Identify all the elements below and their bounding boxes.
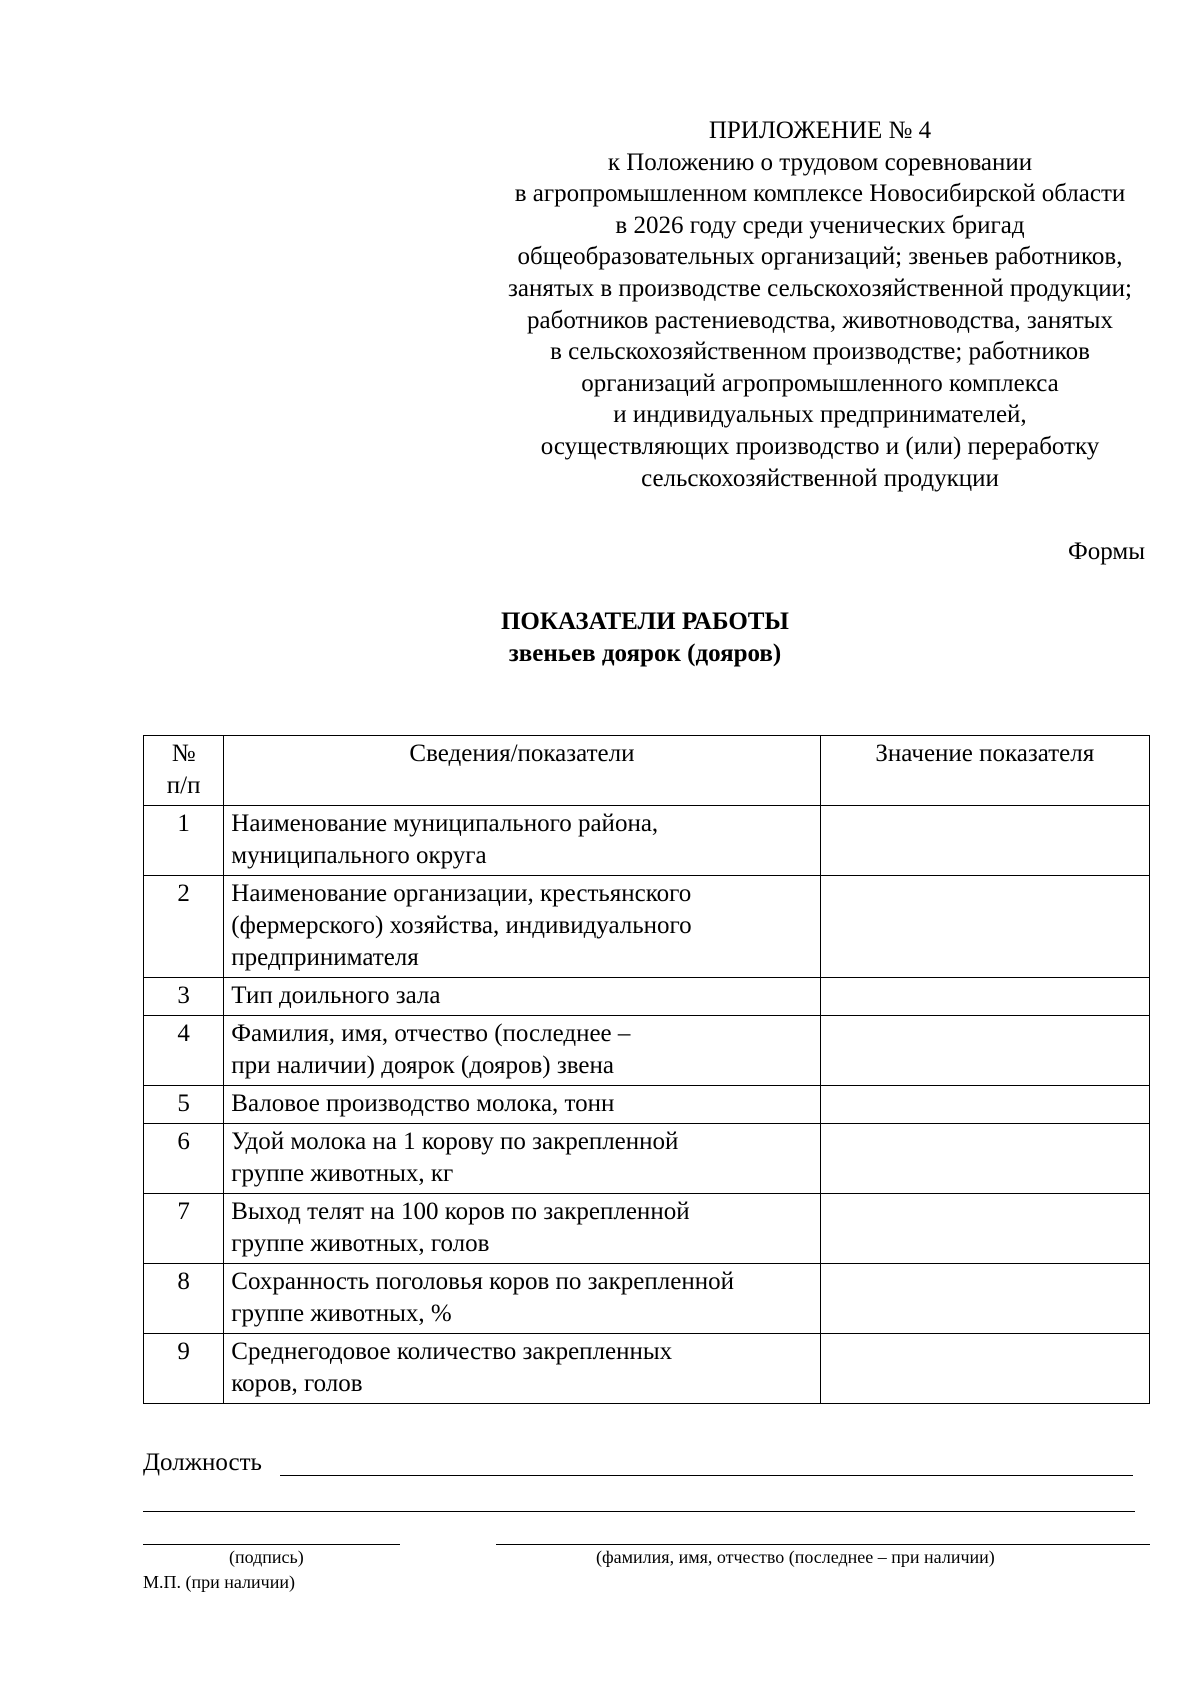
indicator-name-line: Сохранность поголовья коров по закрепленной bbox=[231, 1268, 734, 1295]
row-number: 1 bbox=[144, 806, 224, 876]
indicators-table bbox=[143, 735, 1150, 1404]
header-number-symbol: № bbox=[171, 740, 196, 767]
table-row bbox=[144, 1016, 1150, 1086]
appendix-line: занятых в производстве сельскохозяйственной продукции; bbox=[508, 274, 1132, 302]
header-number-abbr: п/п bbox=[166, 772, 201, 799]
row-value-cell[interactable] bbox=[820, 1194, 1149, 1264]
appendix-line: в агропромышленном комплексе Новосибирской области bbox=[514, 180, 1126, 208]
appendix-line: в 2026 году среди ученических бригад bbox=[615, 211, 1025, 239]
table-row bbox=[144, 1194, 1150, 1264]
appendix-line: ПРИЛОЖЕНИЕ № 4 bbox=[708, 117, 932, 144]
full-name-caption: (фамилия, имя, отчество (последнее – при наличии) bbox=[596, 1547, 995, 1567]
row-number: 2 bbox=[144, 876, 224, 978]
appendix-line: сельскохозяйственной продукции bbox=[641, 464, 999, 492]
row-value-cell[interactable] bbox=[820, 1016, 1149, 1086]
row-indicator-name bbox=[224, 1334, 820, 1404]
indicator-name-line: Среднегодовое количество закрепленных bbox=[231, 1338, 673, 1365]
header-value: Значение показателя bbox=[820, 736, 1149, 806]
appendix-line: и индивидуальных предпринимателей, bbox=[613, 401, 1027, 429]
title-line-2: звеньев доярок (дояров) bbox=[508, 640, 782, 667]
indicator-name-line: при наличии) доярок (дояров) звена bbox=[231, 1052, 614, 1079]
appendix-line: работников растениеводства, животноводства, занятых bbox=[527, 306, 1113, 334]
header-info: Сведения/показатели bbox=[224, 736, 820, 806]
row-number: 3 bbox=[144, 978, 224, 1016]
table-row bbox=[144, 806, 1150, 876]
row-value-cell[interactable] bbox=[820, 876, 1149, 978]
row-number: 4 bbox=[144, 1016, 224, 1086]
appendix-line: в сельскохозяйственном производстве; работников bbox=[550, 338, 1090, 366]
position-label: Должность bbox=[143, 1449, 262, 1476]
row-number: 5 bbox=[144, 1086, 224, 1124]
title-line-1: ПОКАЗАТЕЛИ РАБОТЫ bbox=[500, 608, 789, 635]
signature-line[interactable] bbox=[143, 1544, 400, 1545]
row-indicator-name bbox=[224, 1086, 820, 1124]
indicator-name-line: группе животных, голов bbox=[231, 1230, 490, 1257]
row-indicator-name bbox=[224, 978, 820, 1016]
forms-label: Формы bbox=[1068, 538, 1145, 565]
appendix-line: осуществляющих производство и (или) переработку bbox=[540, 432, 1100, 460]
row-value-cell[interactable] bbox=[820, 1124, 1149, 1194]
indicator-name-line: Наименование организации, крестьянского bbox=[231, 880, 692, 907]
position-continuation-line[interactable] bbox=[143, 1511, 1135, 1512]
full-name-line[interactable] bbox=[496, 1544, 1150, 1545]
row-value-cell[interactable] bbox=[820, 1334, 1149, 1404]
position-line[interactable] bbox=[280, 1475, 1133, 1476]
table-row bbox=[144, 876, 1150, 978]
row-value-cell[interactable] bbox=[820, 1264, 1149, 1334]
table-body bbox=[144, 806, 1150, 1404]
signature-caption: (подпись) bbox=[229, 1547, 304, 1567]
table-row bbox=[144, 978, 1150, 1016]
indicator-name-line: муниципального округа bbox=[231, 842, 487, 869]
indicator-name-line: коров, голов bbox=[231, 1370, 363, 1397]
appendix-line: общеобразовательных организаций; звеньев работников, bbox=[517, 243, 1123, 271]
row-value-cell[interactable] bbox=[820, 1086, 1149, 1124]
table-row bbox=[144, 1264, 1150, 1334]
indicator-name-line: (фермерского) хозяйства, индивидуального bbox=[231, 912, 692, 939]
indicator-name-line: Фамилия, имя, отчество (последнее – bbox=[231, 1020, 631, 1047]
row-number: 7 bbox=[144, 1194, 224, 1264]
row-indicator-name bbox=[224, 876, 820, 978]
appendix-line: к Положению о трудовом соревновании bbox=[607, 148, 1033, 176]
table-row bbox=[144, 1334, 1150, 1404]
document-title bbox=[0, 606, 1200, 670]
indicator-name-line: Валовое производство молока, тонн bbox=[231, 1090, 615, 1117]
header-number bbox=[144, 736, 224, 806]
row-number: 9 bbox=[144, 1334, 224, 1404]
row-indicator-name bbox=[224, 806, 820, 876]
table-row bbox=[144, 1086, 1150, 1124]
row-indicator-name bbox=[224, 1016, 820, 1086]
row-number: 8 bbox=[144, 1264, 224, 1334]
appendix-header bbox=[420, 115, 1200, 494]
row-value-cell[interactable] bbox=[820, 806, 1149, 876]
indicator-name-line: Тип доильного зала bbox=[231, 982, 441, 1009]
row-indicator-name bbox=[224, 1124, 820, 1194]
row-indicator-name bbox=[224, 1264, 820, 1334]
appendix-line: организаций агропромышленного комплекса bbox=[581, 369, 1059, 397]
indicator-name-line: группе животных, кг bbox=[231, 1160, 454, 1187]
row-number: 6 bbox=[144, 1124, 224, 1194]
seal-label: М.П. (при наличии) bbox=[143, 1572, 295, 1592]
table-header-row bbox=[144, 736, 1150, 806]
indicator-name-line: Выход телят на 100 коров по закрепленной bbox=[231, 1198, 690, 1225]
table-row bbox=[144, 1124, 1150, 1194]
row-value-cell[interactable] bbox=[820, 978, 1149, 1016]
indicator-name-line: предпринимателя bbox=[231, 944, 419, 971]
indicator-name-line: группе животных, % bbox=[231, 1300, 452, 1327]
indicator-name-line: Удой молока на 1 корову по закрепленной bbox=[231, 1128, 679, 1155]
row-indicator-name bbox=[224, 1194, 820, 1264]
indicator-name-line: Наименование муниципального района, bbox=[231, 810, 659, 837]
